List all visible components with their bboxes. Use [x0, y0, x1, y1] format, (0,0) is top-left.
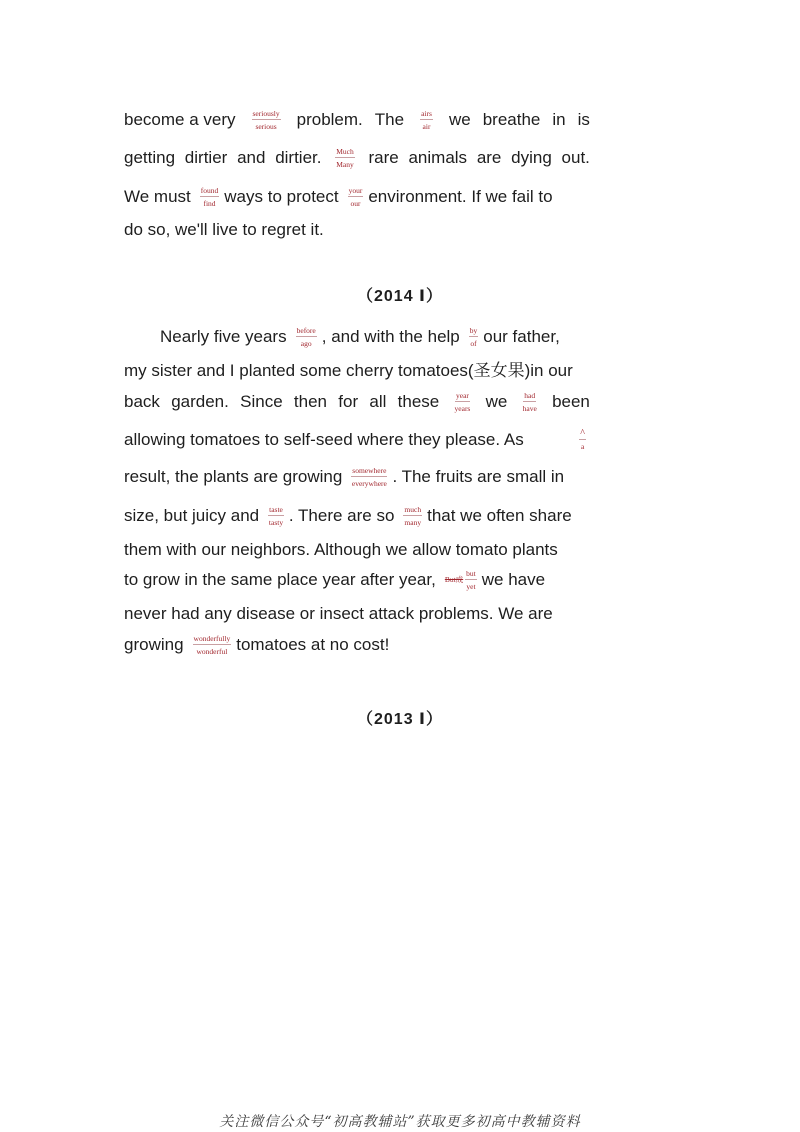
text-run: We must: [124, 187, 191, 206]
correction-original: somewhere: [352, 466, 387, 475]
text-run: getting: [124, 148, 176, 167]
heading-2013: （2013 Ⅰ）: [357, 711, 443, 728]
text-line: [124, 360, 590, 382]
text-run: my sister and I planted some cherry tomatoes(圣女果)in our: [124, 361, 573, 380]
text-run: become a very: [124, 110, 236, 129]
correction-original: by: [469, 326, 478, 335]
text-run: we have: [481, 570, 546, 589]
correction-fix: Many: [336, 160, 354, 169]
correction-original: but: [466, 569, 476, 578]
correction-mark: [296, 326, 317, 348]
text-run: garden.: [171, 392, 229, 411]
correction-fix: years: [454, 404, 471, 413]
correction-fix: wonderful: [196, 647, 228, 656]
text-line: [124, 569, 590, 591]
text-run: do so, we'll live to regret it.: [124, 220, 324, 239]
correction-original: much: [404, 505, 422, 514]
text-run: is: [577, 110, 590, 129]
correction-original: your: [348, 186, 363, 195]
text-line: [124, 109, 590, 131]
text-run: to grow in the same place year after year,: [124, 570, 436, 589]
text-run: . There are so: [288, 506, 395, 525]
text-run: dying: [511, 148, 552, 167]
text-run: in: [552, 110, 566, 129]
correction-mark: [445, 569, 477, 591]
text-run: that we often share: [427, 506, 572, 525]
correction-mark: [523, 391, 537, 413]
correction-original: seriously: [252, 109, 280, 118]
text-run: our father,: [483, 327, 560, 346]
text-run: environment. If we fail to: [368, 187, 553, 206]
correction-group: [445, 569, 477, 591]
correction-original: before: [296, 326, 316, 335]
correction-fix: of: [470, 339, 477, 348]
correction-mark: [420, 109, 433, 131]
text-run: are: [476, 148, 502, 167]
text-run: rare: [368, 148, 399, 167]
text-line: [124, 505, 590, 527]
text-line: [124, 186, 590, 208]
correction-fix: everywhere: [351, 479, 387, 488]
text-run: then: [293, 392, 328, 411]
correction-original: taste: [269, 505, 283, 514]
correction-mark: [579, 427, 586, 451]
correction-original: year: [455, 391, 469, 400]
correction-fix: find: [203, 199, 216, 208]
correction-mark: [335, 147, 355, 169]
correction-mark: [351, 466, 387, 488]
text-run: . The fruits are small in: [392, 467, 565, 486]
text-line: [124, 429, 590, 451]
text-run: we: [485, 392, 508, 411]
correction-mark: [455, 391, 471, 413]
text-run: out.: [561, 148, 590, 167]
text-run: them with our neighbors. Although we allow tomato plants: [124, 540, 558, 559]
text-run: never had any disease or insect attack problems. We are: [124, 604, 553, 623]
text-line: [160, 326, 590, 348]
correction-mark: [252, 109, 281, 131]
text-run: Nearly five years: [160, 327, 287, 346]
text-line: [124, 219, 590, 241]
footer-note: 关注微信公众号“初高教辅站”获取更多初高中教辅资料: [219, 1114, 581, 1130]
text-run: animals: [408, 148, 468, 167]
text-run: breathe: [482, 110, 541, 129]
text-run: allowing tomatoes to self-seed where they please. As: [124, 430, 524, 449]
text-run: ways to protect: [224, 187, 339, 206]
text-run: and: [237, 148, 266, 167]
correction-original: ^: [580, 427, 585, 439]
text-run: problem.: [296, 110, 363, 129]
text-run: growing: [124, 635, 184, 654]
text-run: these: [397, 392, 440, 411]
text-run: Since: [240, 392, 283, 411]
correction-fix: ago: [300, 339, 312, 348]
correction-mark: [469, 326, 479, 348]
text-line: [124, 466, 590, 488]
correction-mark: [268, 505, 284, 527]
heading-2014: （2014 Ⅰ）: [357, 288, 443, 305]
correction-original: Much: [336, 147, 354, 156]
correction-fix: have: [522, 404, 537, 413]
correction-stack: [465, 569, 477, 591]
correction-original: wonderfully: [193, 634, 231, 643]
text-run: for: [338, 392, 359, 411]
correction-mark: [193, 634, 232, 656]
text-run: dirtier.: [275, 148, 322, 167]
correction-mark: [200, 186, 220, 208]
text-line: [124, 634, 590, 656]
text-run: all: [369, 392, 387, 411]
correction-fix: tasty: [268, 518, 284, 527]
text-run: result, the plants are growing: [124, 467, 343, 486]
text-run: been: [552, 392, 590, 411]
text-line: [124, 147, 590, 169]
correction-original: had: [524, 391, 536, 400]
correction-fix: air: [422, 122, 431, 131]
struck-word: But成: [444, 575, 464, 584]
correction-fix: a: [580, 441, 585, 451]
text-run: The: [374, 110, 405, 129]
correction-fix: our: [350, 199, 361, 208]
correction-fix: yet: [466, 582, 476, 591]
text-run: we: [448, 110, 471, 129]
text-run: , and with the help: [321, 327, 460, 346]
correction-fix: many: [404, 518, 422, 527]
text-line: [124, 603, 590, 625]
text-run: size, but juicy and: [124, 506, 260, 525]
text-run: tomatoes at no cost!: [236, 635, 390, 654]
correction-original: airs: [421, 109, 432, 118]
correction-mark: [403, 505, 422, 527]
text-run: back: [124, 392, 160, 411]
text-run: dirtier: [184, 148, 228, 167]
text-line: [124, 539, 590, 561]
correction-original: found: [200, 186, 219, 195]
text-line: [124, 391, 590, 413]
correction-mark: [348, 186, 364, 208]
correction-fix: serious: [255, 122, 277, 131]
